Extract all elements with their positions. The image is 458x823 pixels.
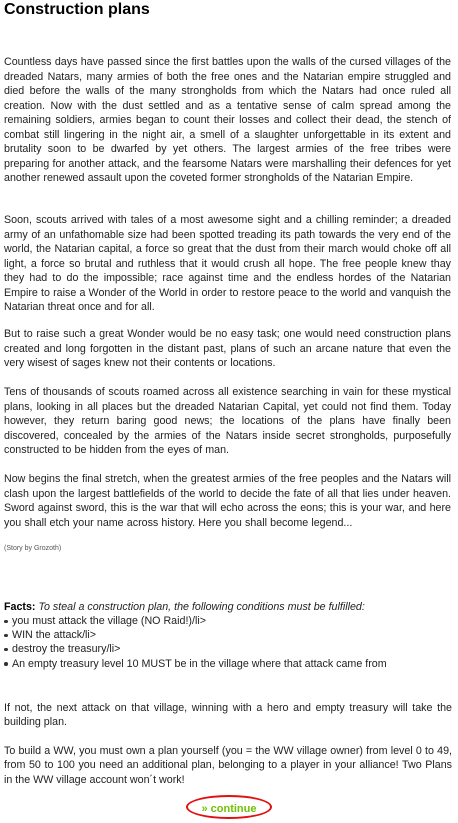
list-item: WIN the attack/li> [4, 628, 387, 642]
page-title: Construction plans [4, 1, 150, 18]
story-credit: (Story by Grozoth) [4, 545, 62, 552]
facts-list [4, 614, 387, 671]
continue-link[interactable]: » continue [201, 803, 257, 815]
facts-heading [4, 600, 365, 614]
note-paragraph: To build a WW, you must own a plan yourself (you = the WW village owner) from level 0 to 49, from 50 to 100 you need an additional plan, belonging to a player in your alliance! Two Plans in the WW village account won´t work! [4, 745, 452, 786]
facts-label: Facts: [4, 601, 36, 613]
story-paragraph: Now begins the final stretch, when the greatest armies of the free peoples and the Natars will clash upon the largest battlefields of the world to decide the fate of all that lies under heaven. Sword against sword, this is the war that will echo across the eons; this is your war, and here you shall etch your name across history. Here you shall become legend... [4, 473, 451, 529]
list-item: you must attack the village (NO Raid!)/li> [4, 614, 387, 628]
note-paragraph: If not, the next attack on that village, winning with a hero and empty treasury will take the building plan. [4, 702, 452, 729]
facts-intro: To steal a construction plan, the following conditions must be fulfilled: [38, 601, 365, 613]
story-paragraph: Soon, scouts arrived with tales of a most awesome sight and a chilling reminder; a dreaded army of an unfathomable size had been spotted treading its path towards the very end of the world, the Natarian capital, a force so great that the dust from their march would choke off all light, a force so brutal and ruthless that it would crush all hope. The free people knew thay they had to do the impossible; race against time and the endless hordes of the Natarian Empire to raise a Wonder of the World in order to restore peace to the world and vanquish the Natarian threat once and for all. [4, 214, 451, 313]
list-item: An empty treasury level 10 MUST be in the village where that attack came from [4, 657, 387, 671]
story-paragraph: But to raise such a great Wonder would be no easy task; one would need construction plans created and long forgotten in the distant past, plans of such an arcane nature that even the very wisest of sages knew not their contents or locations. [4, 328, 451, 369]
story-paragraph: Countless days have passed since the first battles upon the walls of the cursed villages of the dreaded Natars, many armies of both the free ones and the Natarian empire struggled and died before the walls of the many strongholds from which the Natars had once ruled all creation. Now with the dust settled and as a tentative sense of calm spread among the remaining soldiers, armies began to count their losses and collect their dead, the stench of combat still lingering in the night air, a smell of a slaughter unforgettable in its extent and brutality soon to be dwarfed by yet others. The largest armies of the free tribes were preparing for another attack, and the fearsome Natars were marshalling their defences for yet another renewed assault upon the coveted former strongholds of the Natarian Empire. [4, 56, 451, 184]
story-paragraph: Tens of thousands of scouts roamed across all existence searching in vain for these mystical plans, looking in all places but the dreaded Natarian Capital, yet could not find them. Today however, they return baring good news; the locations of the plans have finally been discovered, concealed by the armies of the Natars inside secret strongholds, purposefully constructed to be hidden from the eyes of man. [4, 386, 451, 456]
list-item: destroy the treasury/li> [4, 642, 387, 656]
continue-highlight-circle [186, 795, 272, 819]
